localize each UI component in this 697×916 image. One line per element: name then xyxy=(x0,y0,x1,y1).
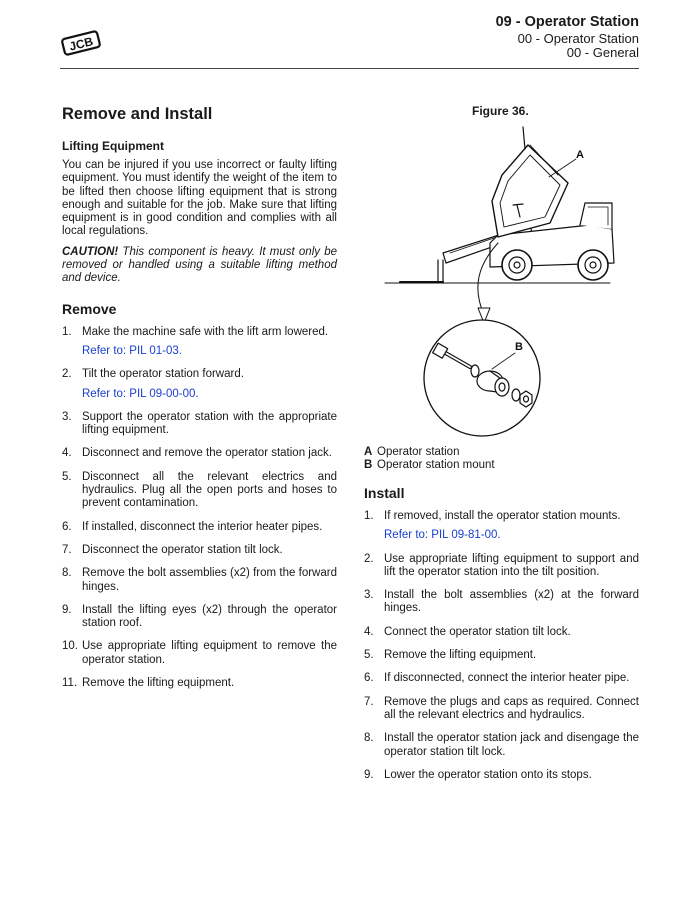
step-number: 3. xyxy=(62,410,72,423)
figure-title: Figure 36. xyxy=(472,104,529,118)
list-item xyxy=(364,510,639,543)
step-number: 2. xyxy=(364,552,374,565)
list-item xyxy=(62,567,337,594)
legend-item xyxy=(364,459,495,472)
step-number: 2. xyxy=(62,368,72,381)
step-text: Install the bolt assemblies (x2) at the forward hinges. xyxy=(384,589,639,615)
step-text: If removed, install the operator station mounts. xyxy=(384,510,621,522)
list-item xyxy=(62,604,337,631)
step-text: If installed, disconnect the interior heater pipes. xyxy=(82,520,323,533)
list-item xyxy=(364,672,639,685)
caution-text: This component is heavy. It must only be removed or handled using a suitable lifting method and device. xyxy=(62,245,337,285)
list-item xyxy=(62,411,337,438)
step-text: Use appropriate lifting equipment to support and lift the operator station into the tilt position. xyxy=(384,552,639,578)
page-header xyxy=(496,13,639,59)
step-number: 10. xyxy=(62,640,78,653)
subsection-title: 00 - General xyxy=(566,45,639,60)
step-number: 11. xyxy=(62,677,78,690)
page-title: Remove and Install xyxy=(62,105,213,123)
reference-link[interactable]: Refer to: PIL 09-00-00. xyxy=(82,387,199,400)
list-item xyxy=(364,769,639,782)
logo-text: JCB xyxy=(67,34,95,54)
jcb-logo xyxy=(60,30,102,56)
step-text: Use appropriate lifting equipment to remove the operator station. xyxy=(82,640,337,666)
list-item xyxy=(364,696,639,723)
reference-link[interactable]: Refer to: PIL 01-03. xyxy=(82,344,182,357)
step-number: 5. xyxy=(62,470,72,483)
reference-link[interactable]: Refer to: PIL 09-81-00. xyxy=(384,529,501,542)
list-item xyxy=(62,326,337,359)
legend-label: Operator station xyxy=(377,446,460,458)
step-text: Remove the plugs and caps as required. Connect all the relevant electrics and hydraulics. xyxy=(384,695,639,721)
step-number: 5. xyxy=(364,649,374,662)
remove-heading: Remove xyxy=(62,300,117,317)
operator-station-illustration xyxy=(380,125,640,440)
step-text: Support the operator station with the appropriate lifting equipment. xyxy=(82,410,337,437)
step-number: 6. xyxy=(364,672,374,685)
step-text: Disconnect all the relevant electrics and hydraulics. Plug all the open ports and hoses to prevent contamination. xyxy=(82,470,337,510)
step-text: If disconnected, connect the interior heater pipe. xyxy=(384,672,630,685)
install-section xyxy=(364,484,639,792)
step-number: 9. xyxy=(62,603,72,616)
list-item xyxy=(62,471,337,511)
left-column xyxy=(62,104,337,700)
step-number: 4. xyxy=(62,447,72,460)
list-item xyxy=(62,640,337,667)
figure-legend xyxy=(364,446,495,473)
list-item xyxy=(364,732,639,759)
step-text: Lower the operator station onto its stops. xyxy=(384,768,592,781)
list-item xyxy=(364,626,639,639)
callout-a: A xyxy=(576,149,584,161)
remove-steps xyxy=(62,326,337,691)
lifting-heading: Lifting Equipment xyxy=(62,139,164,153)
step-number: 4. xyxy=(364,625,374,638)
step-number: 6. xyxy=(62,520,72,533)
step-text: Disconnect the operator station tilt lock. xyxy=(82,543,283,556)
list-item xyxy=(62,521,337,534)
legend-item xyxy=(364,446,495,459)
step-text: Make the machine safe with the lift arm lowered. xyxy=(82,325,329,338)
step-text: Tilt the operator station forward. xyxy=(82,368,244,381)
step-number: 9. xyxy=(364,768,374,781)
caution-note xyxy=(62,246,337,286)
legend-key: B xyxy=(364,459,373,472)
list-item xyxy=(62,677,337,690)
install-steps xyxy=(364,510,639,782)
step-text: Remove the bolt assemblies (x2) from the forward hinges. xyxy=(82,567,337,593)
callout-b: B xyxy=(515,341,523,353)
list-item xyxy=(364,649,639,662)
step-text: Install the lifting eyes (x2) through the operator station roof. xyxy=(82,603,337,630)
list-item xyxy=(62,368,337,401)
step-text: Disconnect and remove the operator station jack. xyxy=(82,447,332,460)
install-heading: Install xyxy=(364,485,405,501)
step-text: Remove the lifting equipment. xyxy=(82,677,235,690)
step-number: 8. xyxy=(62,567,72,580)
list-item xyxy=(364,553,639,580)
lifting-body: You can be injured if you use incorrect or faulty lifting equipment. You must identify the weight of the item to be lifted then choose lifting equipment that is strong enough and suitable for the job. Make sure that lifting equipment is in good condition and complies with all local regulations. xyxy=(62,159,337,238)
header-rule xyxy=(60,68,639,69)
step-number: 1. xyxy=(62,325,72,338)
legend-key: A xyxy=(364,446,373,458)
step-text: Remove the lifting equipment. xyxy=(384,649,537,662)
step-number: 7. xyxy=(364,695,374,708)
list-item xyxy=(62,447,337,460)
list-item xyxy=(364,589,639,616)
step-number: 7. xyxy=(62,543,72,556)
step-number: 1. xyxy=(364,510,374,522)
step-number: 8. xyxy=(364,732,374,745)
chapter-title: 09 - Operator Station xyxy=(495,14,639,30)
caution-label: CAUTION! xyxy=(62,245,119,258)
step-text: Install the operator station jack and disengage the operator station tilt lock. xyxy=(384,732,639,758)
step-number: 3. xyxy=(364,589,374,602)
legend-label: Operator station mount xyxy=(377,459,495,472)
list-item xyxy=(62,544,337,557)
section-title: 00 - Operator Station xyxy=(517,31,639,46)
step-text: Connect the operator station tilt lock. xyxy=(384,625,571,638)
